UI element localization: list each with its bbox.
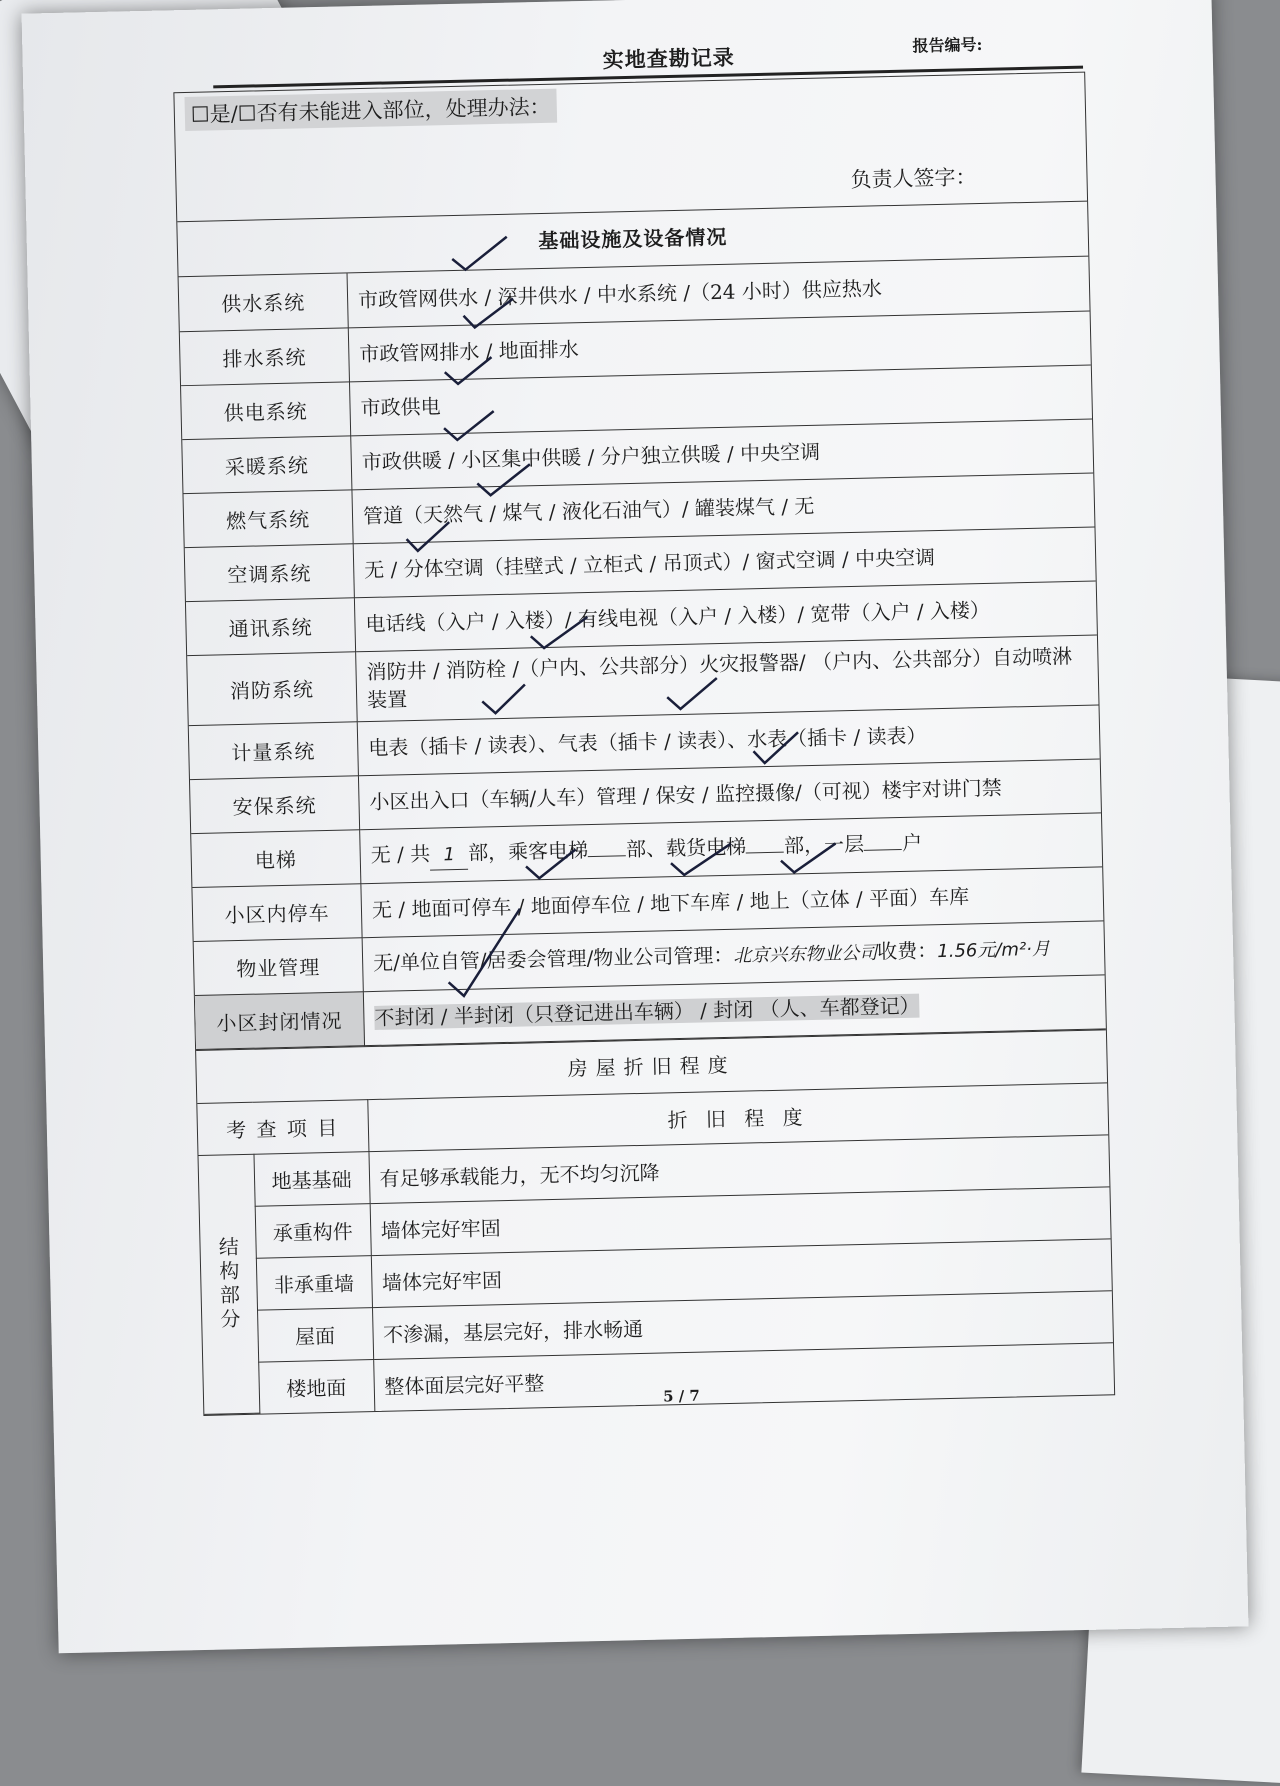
facility-value: 无 / 分体空调（挂壁式 / 立柜式 / 吊顶式）/ 窗式空调 / 中央空调 [353, 527, 1096, 598]
facility-value: 电话线（入户 / 入楼）/ 有线电视（入户 / 入楼）/ 宽带（入户 / 入楼） [354, 580, 1097, 651]
parking-value: 无 / 地面可停车 / 地面停车位 / 地下车库 / 地上（立体 / 平面）车库 [361, 866, 1104, 937]
page-title: 实地查勘记录 [602, 44, 735, 73]
facilities-table [179, 257, 1106, 1050]
elevator-count-field: 1 [430, 840, 469, 870]
depreciation-item: 屋面 [257, 1307, 373, 1362]
fee-handwritten: 1.56元/m²·月 [937, 938, 1051, 963]
depreciation-table [197, 1082, 1114, 1415]
survey-form [173, 72, 1115, 1416]
property-company-handwritten: 北京兴东物业公司 [733, 942, 878, 967]
depreciation-degree: 有足够承载能力，无不均匀沉降 [368, 1134, 1109, 1203]
access-section [174, 73, 1087, 223]
facility-value: 市政供电 [349, 365, 1092, 436]
facility-value: 小区出入口（车辆/人车）管理 / 保安 / 监控摄像/（可视）楼宇对讲门禁 [358, 758, 1101, 829]
elevator-text-4: 部，一层 [783, 831, 865, 858]
facility-label: 燃气系统 [183, 489, 353, 547]
column-header-item: 考 查 项 目 [197, 1099, 368, 1155]
facility-value: 管道（天然气 / 煤气 / 液化石油气）/ 罐装煤气 / 无 [352, 473, 1095, 544]
elevator-text-3: 部、载货电梯 [625, 833, 747, 861]
freight-elevator-field [746, 851, 784, 853]
depreciation-degree: 不渗漏，基层完好，排水畅通 [372, 1290, 1113, 1359]
property-label: 物业管理 [194, 937, 364, 995]
access-question: ☐是/☐否有未能进入部位，处理办法： [184, 89, 556, 131]
elevator-text-1: 无 / 共 [370, 841, 431, 867]
depreciation-degree: 整体面层完好平整 [373, 1342, 1114, 1410]
facility-label: 采暖系统 [182, 435, 352, 493]
elevator-label: 电梯 [191, 829, 361, 887]
property-options: 无/单位自管/居委会管理/物业公司管理： [372, 942, 734, 975]
facility-value: 市政管网排水 / 地面排水 [348, 311, 1091, 382]
elevator-text-2: 部，乘客电梯 [467, 837, 589, 865]
depreciation-item: 楼地面 [258, 1359, 374, 1413]
parking-label: 小区内停车 [192, 883, 362, 941]
facility-value: 市政管网供水 / 深井供水 / 中水系统 /（24 小时）供应热水 [347, 257, 1090, 328]
depreciation-degree: 墙体完好牢固 [371, 1238, 1112, 1307]
facility-label: 计量系统 [189, 721, 359, 779]
structure-group-label: 结构部分 [198, 1154, 259, 1415]
depreciation-heading: 房屋折旧程度 [196, 1029, 1107, 1103]
facility-label: 供电系统 [181, 381, 351, 439]
passenger-elevator-field [588, 855, 626, 857]
depreciation-item: 承重构件 [255, 1203, 371, 1258]
elevator-text-5: 户 [901, 829, 923, 855]
page-number: 5 / 7 [662, 1386, 701, 1406]
facility-label: 通讯系统 [186, 597, 356, 655]
report-number-label: 报告编号: [912, 34, 983, 56]
facility-value: 电表（插卡 / 读表）、气表（插卡 / 读表）、水表（插卡 / 读表） [357, 704, 1100, 775]
depreciation-item: 地基基础 [253, 1151, 369, 1206]
facility-value: 市政供暖 / 小区集中供暖 / 分户独立供暖 / 中央空调 [351, 419, 1094, 490]
units-per-floor-field [864, 848, 902, 850]
depreciation-degree: 墙体完好牢固 [370, 1186, 1111, 1255]
facility-label: 安保系统 [190, 775, 360, 833]
facility-label: 供水系统 [179, 273, 349, 331]
column-header-degree: 折 旧 程 度 [367, 1082, 1108, 1151]
facility-label: 空调系统 [185, 543, 355, 601]
facility-label: 排水系统 [180, 327, 350, 385]
fee-label: 收费： [876, 938, 938, 964]
survey-page [22, 0, 1249, 1653]
facility-value: 消防井 / 消防栓 /（户内、公共部分）火灾报警器/ （户内、公共部分）自动喷淋装置 [356, 634, 1099, 721]
depreciation-item: 非承重墙 [256, 1255, 372, 1310]
enclosure-label: 小区封闭情况 [195, 991, 365, 1049]
facility-label: 消防系统 [187, 651, 357, 725]
signature-label: 负责人签字： [850, 165, 977, 192]
facilities-heading: 基础设施及设备情况 [177, 202, 1088, 278]
enclosure-options: 不封闭 / 半封闭（只登记进出车辆） / 封闭 （人、车都登记） [374, 993, 920, 1030]
